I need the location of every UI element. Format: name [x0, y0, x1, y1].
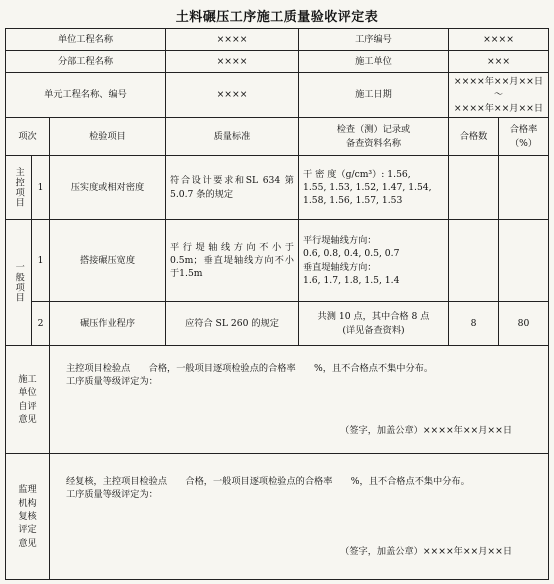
col-record-line-1: 检查（测）记录或	[336, 124, 411, 136]
self-eval-content	[50, 346, 549, 454]
self-eval-label-3: 自评	[18, 400, 37, 412]
main-control-item: 压实度或相对密度	[50, 156, 166, 220]
self-eval-label-2: 单位	[18, 387, 37, 399]
main-control-record	[299, 156, 449, 220]
unit-project-value: ××××	[166, 29, 299, 51]
supervision-signature: （签字，加盖公章）××××年××月××日	[340, 546, 513, 558]
general-2-standard: 应符合 SL 260 的规定	[166, 302, 299, 346]
self-eval-signature: （签字，加盖公章）××××年××月××日	[340, 425, 513, 437]
general-1-no: 1	[32, 220, 50, 302]
supervision-line-1: 经复核，主控项目检验点 合格，一般项目逐项检验点的合格率 %，且不合格点不集中分布。	[66, 475, 470, 487]
col-pass-count: 合格数	[449, 118, 499, 156]
main-control-group-label	[6, 156, 32, 220]
self-eval-label	[6, 346, 50, 454]
main-control-no: 1	[32, 156, 50, 220]
general-1-record	[299, 220, 449, 302]
main-record-line-3: 1.58, 1.56, 1.57, 1.53	[303, 195, 403, 207]
supervision-label-1: 监理	[18, 484, 37, 496]
self-eval-label-4: 意见	[18, 413, 37, 425]
general-1-record-line-3: 垂直堤轴线方向：	[303, 261, 377, 273]
supervision-label-4: 评定	[18, 524, 37, 536]
general-2-item: 碾压作业程序	[50, 302, 166, 346]
construction-unit-value: ×××	[449, 51, 549, 73]
project-no-label: 工序编号	[299, 29, 449, 51]
general-2-no: 2	[32, 302, 50, 346]
general-1-pass-count	[449, 220, 499, 302]
self-eval-label-1: 施工	[18, 373, 37, 385]
main-control-pass-rate	[499, 156, 549, 220]
supervision-label	[6, 454, 50, 580]
general-1-item: 搭接碾压宽度	[50, 220, 166, 302]
general-group-text: 一般项目	[13, 262, 25, 303]
self-eval-row	[6, 346, 549, 454]
main-control-row	[6, 156, 549, 220]
general-1-pass-rate	[499, 220, 549, 302]
form-title: 土料碾压工序施工质量验收评定表	[175, 10, 379, 25]
supervision-label-3: 复核	[18, 510, 37, 522]
main-control-standard: 符合设计要求和SL 634 第 5.0.7 条的规定	[166, 156, 299, 220]
col-pass-rate	[499, 118, 549, 156]
general-1-standard: 平行堤轴线方向不小于0.5m；垂直堤轴线方向不小于1.5m	[166, 220, 299, 302]
general-row-1	[6, 220, 549, 302]
col-standard: 质量标准	[166, 118, 299, 156]
supervision-line-2: 工序质量等级评定为：	[66, 488, 158, 500]
general-2-record-line-1: 共测 10 点，其中合格 8 点	[317, 311, 430, 323]
general-1-record-line-1: 平行堤轴线方向：	[303, 234, 377, 246]
supervision-label-2: 机构	[18, 497, 37, 509]
general-2-pass-rate: 80	[499, 302, 549, 346]
general-2-pass-count: 8	[449, 302, 499, 346]
general-row-2	[6, 302, 549, 346]
general-2-record	[299, 302, 449, 346]
general-group-label	[6, 220, 32, 346]
col-pass-rate-line-1: 合格率	[509, 124, 538, 136]
evaluation-table	[5, 28, 549, 580]
col-record-line-2: 备查资料名称	[345, 137, 402, 149]
supervision-content	[50, 454, 549, 580]
main-control-group-text: 主控项目	[13, 167, 25, 208]
sub-project-value: ××××	[166, 51, 299, 73]
main-record-line-2: 1.55, 1.53, 1.52, 1.47, 1.54,	[303, 181, 432, 193]
sub-project-label: 分部工程名称	[6, 51, 166, 73]
unit-project-label: 单位工程名称	[6, 29, 166, 51]
date-line-2: ××××年××月××日	[453, 102, 544, 114]
header-row-sub	[6, 51, 549, 73]
main-record-line-1: 干 密 度（g/cm³）: 1.56,	[303, 168, 411, 180]
col-check-item: 检验项目	[50, 118, 166, 156]
header-row-unit	[6, 29, 549, 51]
date-line-1: ××××年××月××日～	[453, 76, 544, 101]
col-record	[299, 118, 449, 156]
supervision-label-5: 意见	[18, 537, 37, 549]
column-header-row	[6, 118, 549, 156]
general-1-record-line-4: 1.6, 1.7, 1.8, 1.5, 1.4	[303, 274, 400, 286]
self-eval-line-2: 工序质量等级评定为：	[66, 375, 158, 387]
col-item-no: 项次	[6, 118, 50, 156]
element-value: ××××	[166, 73, 299, 118]
project-no-value: ××××	[449, 29, 549, 51]
self-eval-line-1: 主控项目检验点 合格，一般项目逐项检验点的合格率 %，且不合格点不集中分布。	[66, 362, 434, 374]
construction-unit-label: 施工单位	[299, 51, 449, 73]
date-value	[449, 73, 549, 118]
general-1-record-line-2: 0.6, 0.8, 0.4, 0.5, 0.7	[303, 248, 400, 260]
supervision-row	[6, 454, 549, 580]
date-label: 施工日期	[299, 73, 449, 118]
col-pass-rate-line-2: （%）	[509, 137, 538, 149]
main-control-pass-count	[449, 156, 499, 220]
general-2-record-line-2: (详见备查资料)	[342, 324, 405, 336]
element-label: 单元工程名称、编号	[6, 73, 166, 118]
header-row-element	[6, 73, 549, 118]
